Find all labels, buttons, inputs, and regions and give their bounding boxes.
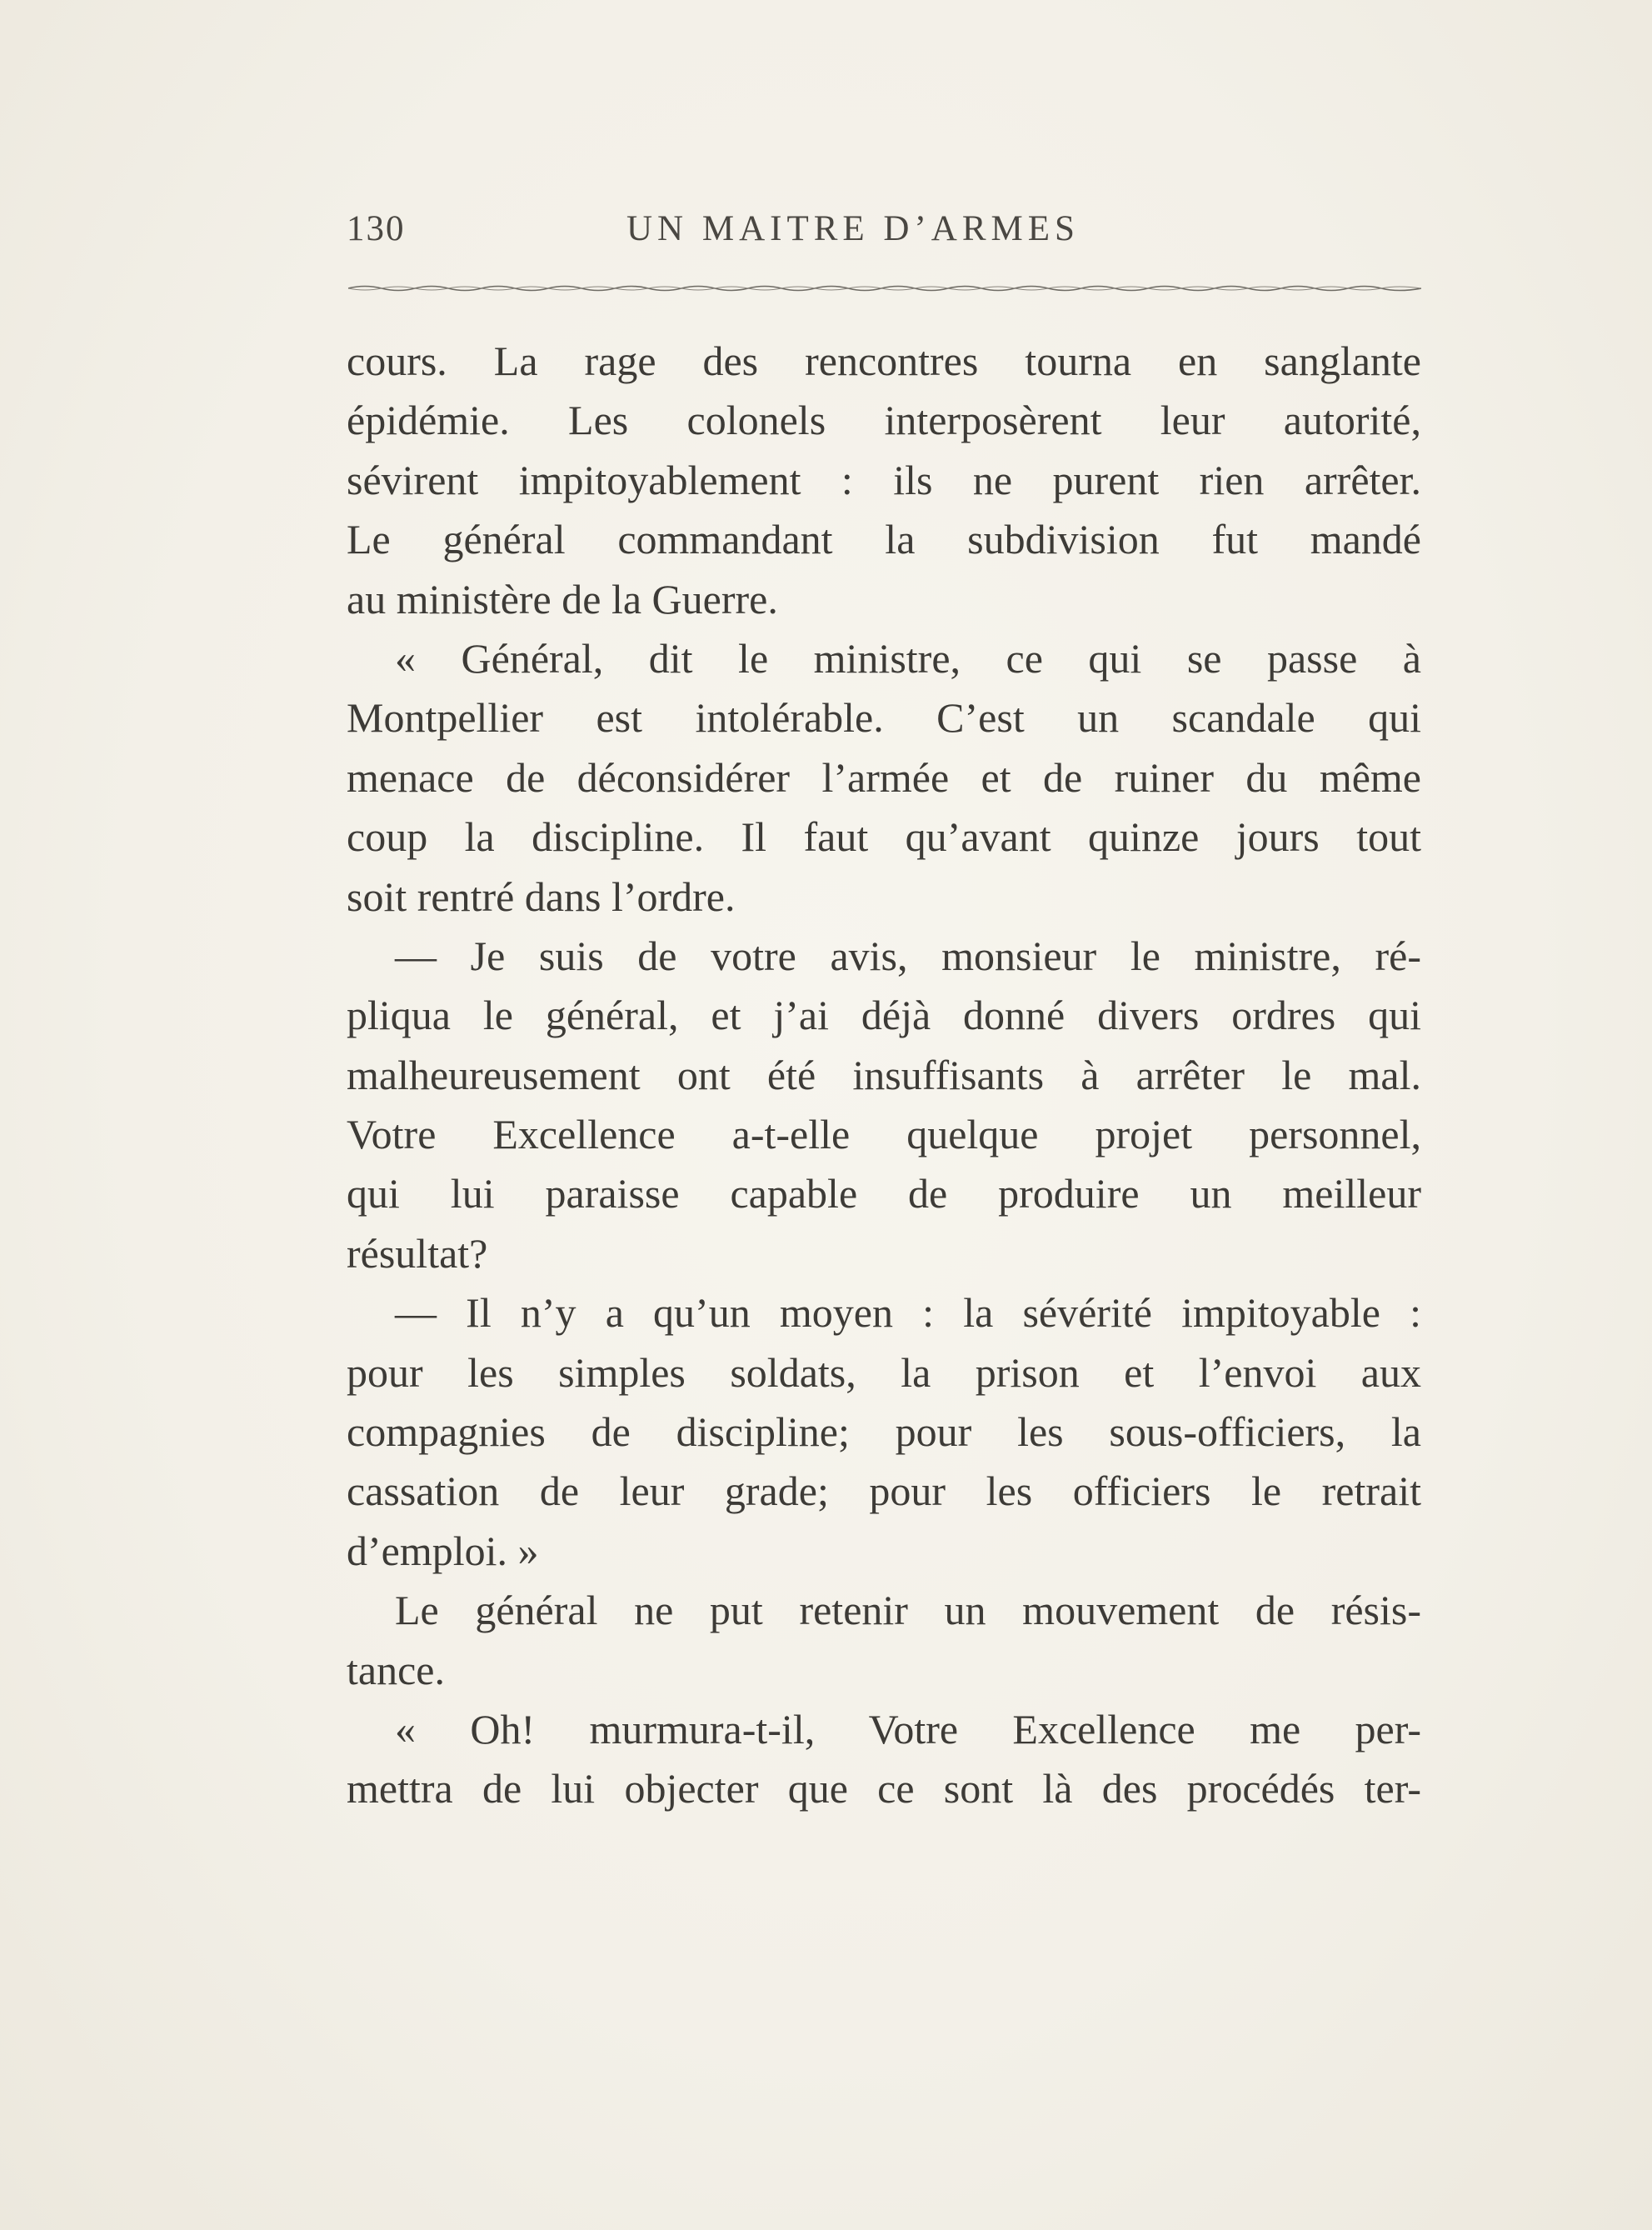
page-header	[347, 197, 1421, 263]
text-line: pour les simples soldats, la prison et l’envoi aux	[347, 1348, 1421, 1396]
text-line: cassation de leur grade; pour les officiers le retrait	[347, 1468, 1421, 1515]
page-number: 130	[347, 209, 406, 248]
text-line: cours. La rage des rencontres tourna en sanglante	[347, 338, 1421, 384]
text-line: compagnies de discipline; pour les sous-officiers, la	[347, 1408, 1421, 1456]
text-line: menace de déconsidérer l’armée et de ruiner du même	[347, 753, 1421, 801]
text-line: Montpellier est intolérable. C’est un scandale qui	[347, 694, 1421, 742]
text-line: au ministère de la Guerre.	[347, 575, 778, 622]
text-line: épidémie. Les colonels interposèrent leur autorité,	[347, 397, 1421, 444]
running-title: UN MAITRE D’ARMES	[626, 209, 1080, 248]
text-line: mettra de lui objecter que ce sont là des procédés ter-	[347, 1765, 1421, 1812]
text-line: Votre Excellence a-t-elle quelque projet personnel,	[347, 1111, 1421, 1158]
text-line: « Oh! murmura-t-il, Votre Excellence me per-	[395, 1705, 1421, 1752]
text-line: coup la discipline. Il faut qu’avant quinze jours tout	[347, 813, 1421, 861]
text-line: — Je suis de votre avis, monsieur le ministre, ré-	[395, 932, 1421, 979]
text-line: — Il n’y a qu’un moyen : la sévérité impitoyable :	[395, 1289, 1421, 1337]
text-line: résultat?	[347, 1229, 488, 1277]
text-line: « Général, dit le ministre, ce qui se passe à	[395, 634, 1421, 682]
text-line: sévirent impitoyablement : ils ne purent rien arrêter.	[347, 456, 1421, 503]
text-line: tance.	[347, 1646, 445, 1693]
text-line: Le général commandant la subdivision fut mandé	[347, 516, 1421, 563]
text-line: malheureusement ont été insuffisants à arrêter le mal.	[347, 1051, 1421, 1098]
text-line: Le général ne put retenir un mouvement de résis-	[395, 1587, 1421, 1634]
text-line: d’emploi. »	[347, 1527, 539, 1574]
text-line: qui lui paraisse capable de produire un meilleur	[347, 1170, 1421, 1218]
header-rule	[348, 282, 1421, 295]
text-line: pliqua le général, et j’ai déjà donné divers ordres qui	[347, 992, 1421, 1039]
body-text	[347, 332, 1421, 1819]
text-line: soit rentré dans l’ordre.	[347, 872, 736, 920]
